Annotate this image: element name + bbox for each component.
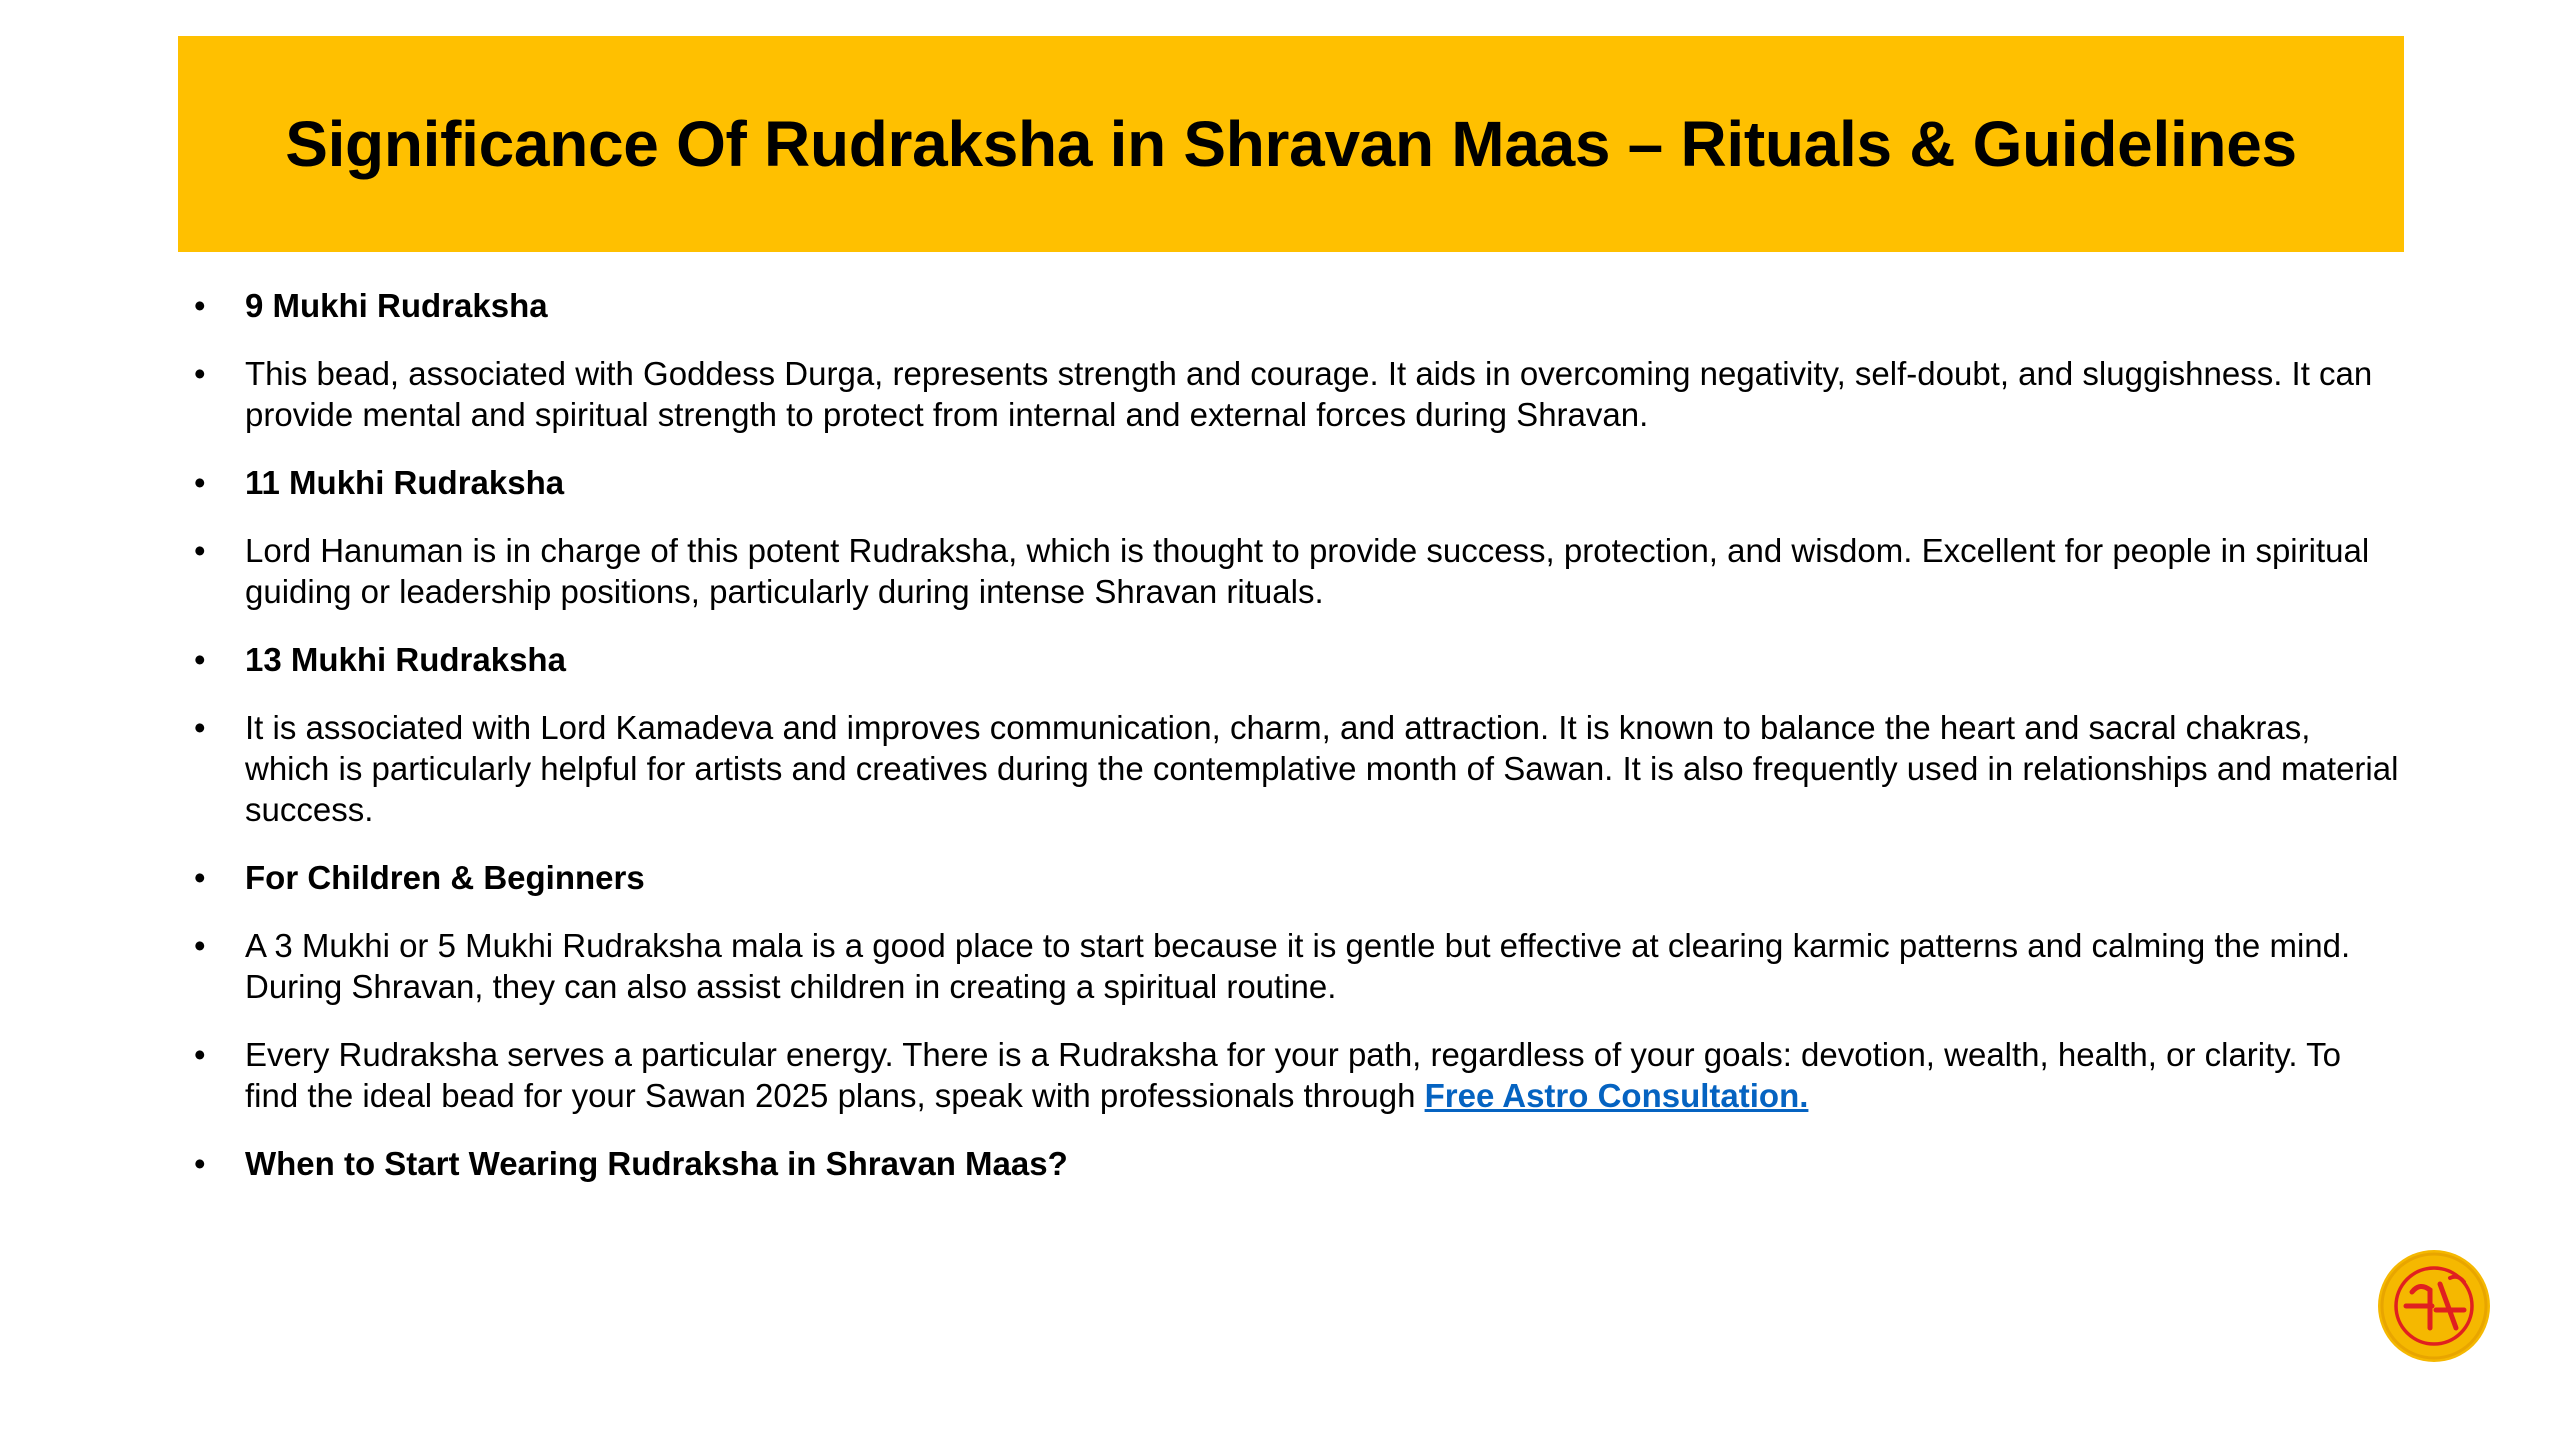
bullet-list (190, 285, 2400, 1211)
bullet-body-children-beginners (190, 925, 2400, 1007)
bullet-text: 11 Mukhi Rudraksha (245, 464, 565, 501)
bullet-text: 13 Mukhi Rudraksha (245, 641, 566, 678)
brand-logo-icon (2376, 1248, 2492, 1364)
free-astro-consultation-link[interactable]: Free Astro Consultation. (1424, 1077, 1809, 1114)
bullet-dot: • (194, 859, 206, 896)
bullet-dot: • (194, 709, 206, 746)
bullet-dot: • (194, 1145, 206, 1182)
bullet-text: 9 Mukhi Rudraksha (245, 287, 548, 324)
bullet-body-13-mukhi (190, 707, 2400, 830)
bullet-heading-9-mukhi (190, 285, 2400, 326)
bullet-dot: • (194, 287, 206, 324)
bullet-text: A 3 Mukhi or 5 Mukhi Rudraksha mala is a good place to start because it is gentle but effective at clearing karmic patterns and calming the mind. During Shravan, they can also assist children in creating a spiritual routine. (245, 927, 2351, 1005)
bullet-heading-when-to-start (190, 1143, 2400, 1184)
bullet-heading-13-mukhi (190, 639, 2400, 680)
bullet-text: It is associated with Lord Kamadeva and improves communication, charm, and attraction. It is known to balance the heart and sacral chakras, which is particularly helpful for artists and creatives during the contemplative month of Sawan. It is also frequently used in relationships and material success. (245, 709, 2399, 828)
bullet-text: This bead, associated with Goddess Durga, represents strength and courage. It aids in overcoming negativity, self-doubt, and sluggishness. It can provide mental and spiritual strength to protect from internal and external forces during Shravan. (245, 355, 2373, 433)
bullet-text: Lord Hanuman is in charge of this potent Rudraksha, which is thought to provide success, protection, and wisdom. Excellent for people in spiritual guiding or leadership positions, particularly during intense Shravan rituals. (245, 532, 2370, 610)
bullet-body-9-mukhi (190, 353, 2400, 435)
bullet-text: For Children & Beginners (245, 859, 645, 896)
bullet-dot: • (194, 927, 206, 964)
bullet-body-consultation (190, 1034, 2400, 1116)
bullet-heading-11-mukhi (190, 462, 2400, 503)
bullet-text: Every Rudraksha serves a particular energy. There is a Rudraksha for your path, regardless of your goals: devotion, wealth, health, or clarity. To find the ideal bead for your Sawan 2025 plans, speak with professionals through (245, 1036, 2341, 1114)
bullet-dot: • (194, 355, 206, 392)
bullet-body-11-mukhi (190, 530, 2400, 612)
bullet-dot: • (194, 1036, 206, 1073)
slide-title: Significance Of Rudraksha in Shravan Maas – Rituals & Guidelines (285, 108, 2297, 180)
bullet-dot: • (194, 641, 206, 678)
bullet-heading-children-beginners (190, 857, 2400, 898)
title-banner (178, 36, 2404, 252)
bullet-text: When to Start Wearing Rudraksha in Shravan Maas? (245, 1145, 1068, 1182)
bullet-dot: • (194, 464, 206, 501)
bullet-dot: • (194, 532, 206, 569)
